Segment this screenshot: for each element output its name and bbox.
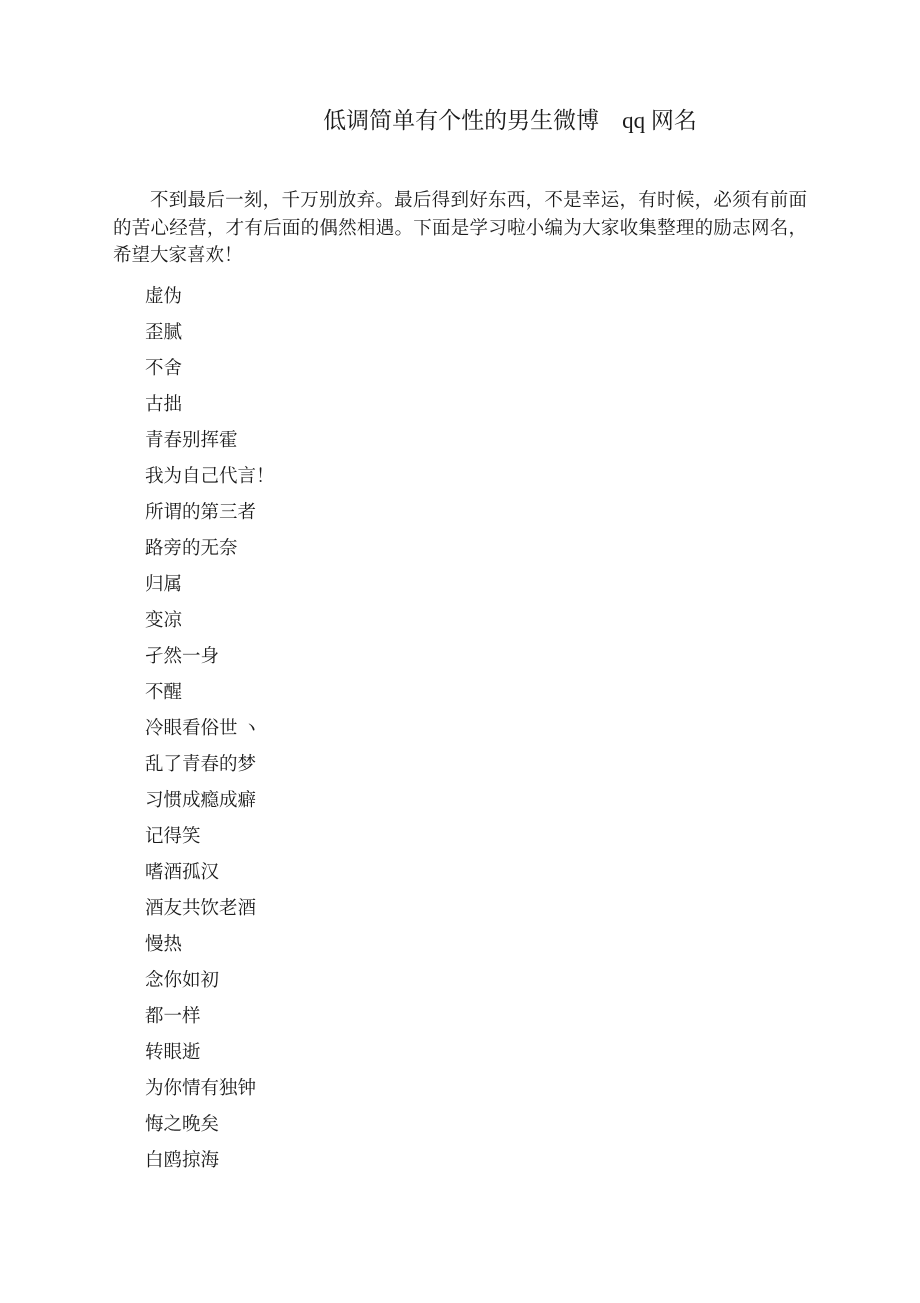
list-item: 不醒: [145, 682, 183, 703]
list-item: 歪腻: [145, 322, 183, 343]
list-item: 青春别挥霍: [145, 430, 238, 451]
list-item: 酒友共饮老酒: [145, 898, 257, 919]
list-item: 都一样: [145, 1006, 201, 1027]
list-item: 白鸥掠海: [145, 1150, 220, 1171]
name-list: [145, 279, 920, 1179]
list-item: 转眼逝: [145, 1042, 201, 1063]
list-item: 路旁的无奈: [145, 538, 238, 559]
list-item: 冷眼看俗世 ヽ: [145, 718, 261, 739]
document-title: 低调简单有个性的男生微博 qq 网名: [323, 108, 697, 133]
list-item: 变凉: [145, 610, 183, 631]
list-item: 孑然一身: [145, 646, 220, 667]
list-item: 归属: [145, 574, 183, 595]
list-item: 我为自己代言！: [145, 466, 275, 487]
list-item: 所谓的第三者: [145, 502, 257, 523]
intro-paragraph: 不到最后一刻，千万别放弃。最后得到好东西，不是幸运，有时候，必须有前面的苦心经营，才有后面的偶然相遇。下面是学习啦小编为大家收集整理的励志网名，希望大家喜欢！: [113, 191, 807, 266]
list-item: 虚伪: [145, 286, 183, 307]
list-item: 念你如初: [145, 970, 220, 991]
list-item: 乱了青春的梦: [145, 754, 257, 775]
list-item: 为你情有独钟: [145, 1078, 257, 1099]
list-item: 古拙: [145, 394, 183, 415]
list-item: 悔之晚矣: [145, 1114, 220, 1135]
list-item: 记得笑: [145, 826, 201, 847]
list-item: 慢热: [145, 934, 183, 955]
list-item: 嗜酒孤汉: [145, 862, 220, 883]
list-item: 不舍: [145, 358, 183, 379]
list-item: 习惯成瘾成癖: [145, 790, 257, 811]
